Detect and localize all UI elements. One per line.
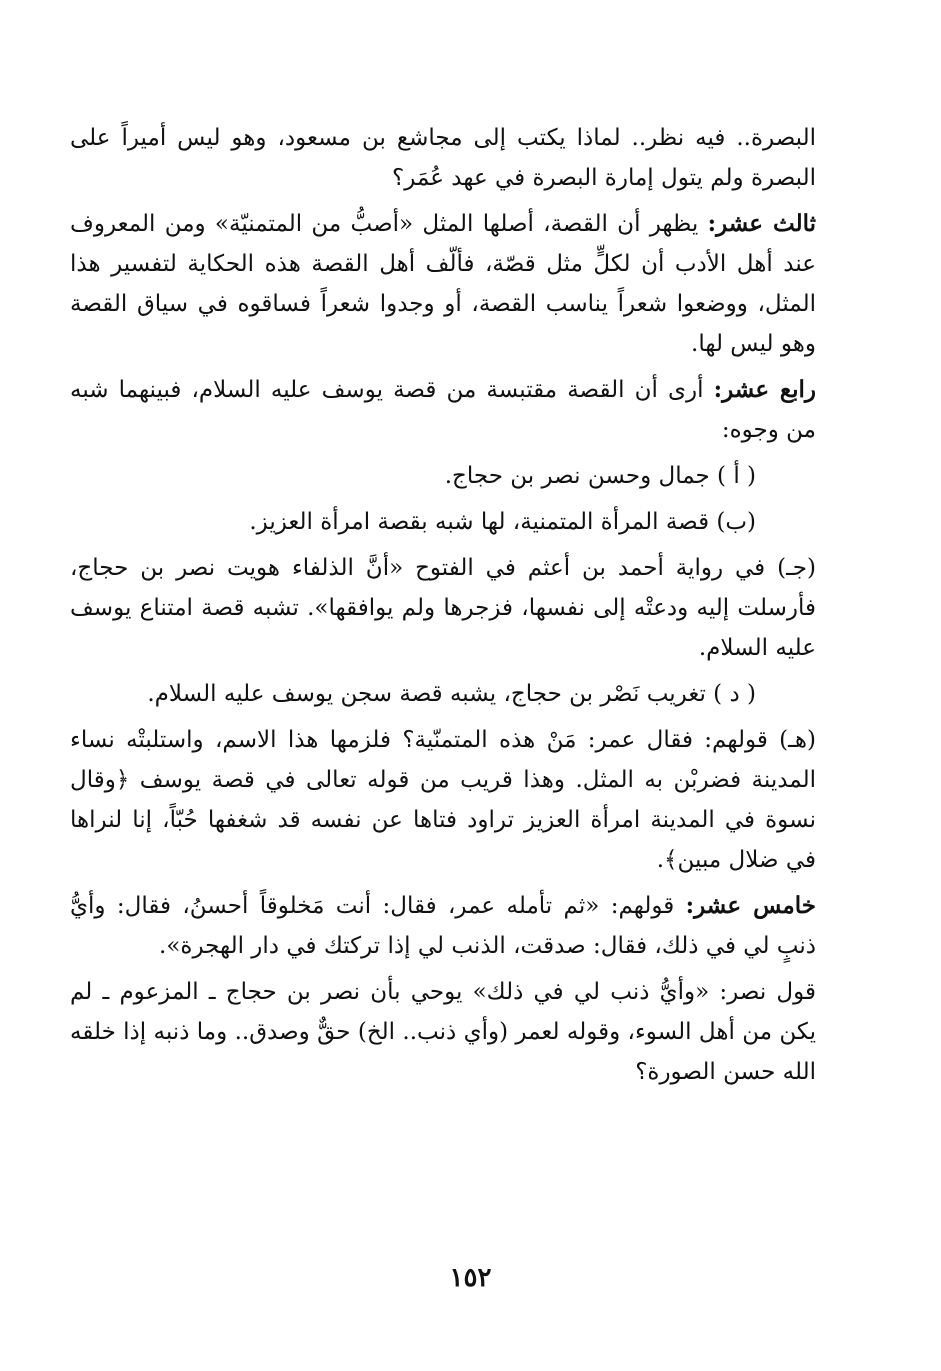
page-number: ١٥٢ xyxy=(449,1263,492,1293)
paragraph-text: أرى أن القصة مقتبسة من قصة يوسف عليه السلام، فبينهما شبه من وجوه: xyxy=(70,377,816,443)
paragraph-heading: خامس عشر: xyxy=(685,892,816,919)
list-item-b: (ب) قصة المرأة المتمنية، لها شبه بقصة امرأة العزيز. xyxy=(249,509,756,535)
paragraph-heading: رابع عشر: xyxy=(713,376,816,403)
page-body xyxy=(70,118,816,1098)
paragraph-thirteenth xyxy=(70,204,816,364)
list-item-a: ( أ ) جمال وحسن نصر بن حجاج. xyxy=(444,463,756,489)
paragraph-text: قولهم: «ثم تأمله عمر، فقال: أنت مَخلوقاً أحسنُ، فقال: وأيُّ ذنبٍ لي في ذلك، فقال: صدقت، الذنب لي إذا تركتك في دار الهجرة». xyxy=(70,893,816,959)
paragraph-text: البصرة.. فيه نظر.. لماذا يكتب إلى مجاشع بن مسعود، وهو ليس أميراً على البصرة ولم يتول إمارة البصرة في عهد عُمَر؟ xyxy=(70,125,816,191)
paragraph-continuation xyxy=(70,118,816,198)
paragraph-fifteenth xyxy=(70,886,816,966)
paragraph-fourteenth xyxy=(70,370,816,450)
paragraph-text: يظهر أن القصة، أصلها المثل «أصبُّ من المتمنيّة» ومن المعروف عند أهل الأدب أن لكلٍّ مثل قصّة، فألّف أهل القصة هذه الحكاية لتفسير هذا المثل، ووضعوا شعراً يناسب القصة، أو وجدوا شعراً فساقوه في سياق القصة وهو ليس لها. xyxy=(70,211,816,357)
list-item-e: (هـ) قولهم: فقال عمر: مَنْ هذه المتمنّية؟ فلزمها هذا الاسم، واستلبتْه نساء المدينة فضربْن به المثل. وهذا قريب من قوله تعالى في قصة يوسف ﴿وقال نسوة في المدينة امرأة العزيز تراود فتاها عن نفسه قد شغفها حُبّاً، إنا لنراها في ضلال مبين﴾. xyxy=(70,727,816,873)
list-item-d: ( د ) تغريب نَصْر بن حجاج، يشبه قصة سجن يوسف عليه السلام. xyxy=(147,681,756,707)
paragraph-nasr-saying: قول نصر: «وأيُّ ذنب لي في ذلك» يوحي بأن نصر بن حجاج ـ المزعوم ـ لم يكن من أهل السوء، وقوله لعمر (وأي ذنب.. الخ) حقٌّ وصدق.. وما ذنبه إذا خلقه الله حسن الصورة؟ xyxy=(70,979,816,1085)
list-item-c: (جـ) في رواية أحمد بن أعثم في الفتوح «أنَّ الذلفاء هويت نصر بن حجاج، فأرسلت إليه ودعتْه إلى نفسها، فزجرها ولم يوافقها». تشبه قصة امتناع يوسف عليه السلام. xyxy=(70,555,816,661)
paragraph-heading: ثالث عشر: xyxy=(707,210,816,237)
